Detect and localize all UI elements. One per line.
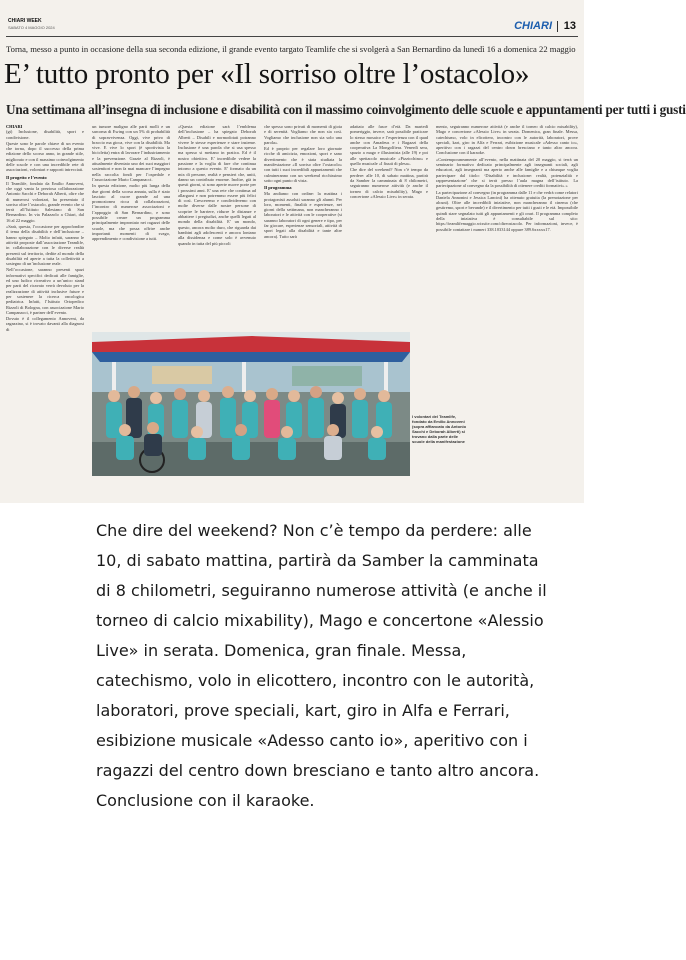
post-body-text: Che dire del weekend? Non c’è tempo da perdere: alle 10, di sabato mattina, partirà da Samber la camminata di 8 chilometri, seguiranno numerose attività (e anche il torneo di calcio mixability), Mago e concertone «Alessio Live» in serata. Domenica, gran finale. Messa, catechismo, volo in elicottero, incontro con le autorità, laboratori, prove speciali, kart, giro in Alfa e Ferrari, esibizione musicale «Adesso canto io», aperitivo con i ragazzi del centro down bresciano e tanto altro ancora. Conclusione con il karaoke. bbox=[96, 521, 547, 810]
header-divider bbox=[557, 21, 558, 32]
dateline-label: CHIARI bbox=[6, 124, 23, 129]
photo-caption: I volontari del Teamlife, fondato da Emilio Annoveni (sopra affiancato da Antonio Sacchi e Deborah Alberti) si trovano dalla parte delle scuole della manifestazione bbox=[412, 414, 467, 444]
article-column-2 bbox=[92, 124, 170, 328]
page-number: 13 bbox=[563, 20, 576, 32]
column-subheading: Il programma bbox=[264, 185, 292, 191]
column-paragraph: Ed è proprio per regalare loro giornate ricche di amicizia, emozioni, sport e sano divertimento che è stata studiata la manifestazione «Il sorriso oltre l’ostacolo» con tutti i suoi incredibili appuntamenti che culmineranno con un weekend ricchissimo sotto ogni punto di vista. bbox=[264, 146, 342, 183]
column-paragraph: Ma andiamo con ordine: la mattina i protagonisti assoluti saranno gli alunni. Per loro, momenti, finalità e esperienze, nei giorni della settimana, non mancheranno i laboratori e le attività con le cooperative (si saranno laboratori di ogni genere e tipo, per far giocare, esperienze sensoriali, attività di sport legati alla disabilità e tante altre ancora). Tutto sarà bbox=[264, 191, 342, 239]
column-paragraph: Queste sono le parole chiave di un evento che torna, dopo il successo della prima edizione dello scorso anno, in grande stile, migliorato e con il massimo coinvolgimento delle scuole e con una incredibile rete di associazioni, volontari e rapporti intrecciati. bbox=[6, 140, 84, 173]
section-name: CHIARI bbox=[514, 20, 552, 32]
article-column-1 bbox=[6, 124, 84, 500]
column-paragraph: Dovuto è il collegamento Annoveni, da ragazzino, si è trovato davanti alla diagnosi di bbox=[6, 316, 84, 332]
article-column-4 bbox=[264, 124, 342, 328]
column-paragraph: un tumore maligno alle parti molli e un sarcoma di Ewing con un 5% di probabilità di sopravvivenza. Oggi, vive privo di braccio ma gioca, vive con la disabilità. Ma vive. E vive lo sport (è sportivista la bicicletta) entra di lavorare l’industriamento e la prevenzione. Grazie al Rizzoli, è attualmente diventato uno dei suoi maggiori sostenitori e non fa mai mancare l’impegno nella raccolta fondi per l’ospedale e l’associazione Mario Campanacci. bbox=[92, 124, 170, 182]
article-headline: E’ tutto pronto per «Il sorriso oltre l’ostacolo» bbox=[4, 58, 530, 90]
column-paragraph: adattato alle fasce d’età. Da martedì pomeriggio, invece, sarà possibile praticare lo stesso mosaico e l’esperienza con il quad anche con Amadeus e i Ragazzi della cooperativa La Mongolfiera. Venerdì sera, spazio a mago e illusionista (alle 19) e poi alle spettacolo musicale «Pizzicchino» e quello musicale «I fiuuti di plesa». bbox=[350, 124, 428, 167]
column-paragraph: «Contemporaneamente all’evento, nella mattinata del 20 maggio, si terrà un seminario formativo dedicato principalmente agli insegnanti sociali, agli educatori, agli insegnanti ma aperto anche alle famiglie e a chiunque voglia partecipare dal titolo: ‘Disabilità e inclusione: realtà, potenzialità e rappresentazione’ che si terrà presso l’aula magna dell’istituto. La partecipazione al convegno da la possibilità di ottenere crediti formativi».» bbox=[436, 156, 578, 189]
article-column-3 bbox=[178, 124, 256, 328]
column-paragraph: Nell’occasione, saranno presenti spazi informativi specifici dedicati alle famiglie, ed uno ludico ricreativo a un’unico stand per parti del ricavato verrà devoluto per la realizzazione di attività inclusive future e per sostenere la ricerca oncologica pediatrica. Infatti, l’Istituto Ortopedico Rizzoli di Bologna, con associazione Mario Campanacci, è partner dell’evento. bbox=[6, 267, 84, 315]
page-header bbox=[6, 20, 578, 34]
header-rule bbox=[6, 36, 578, 37]
column-paragraph: In questa edizione, molto più lunga della due giorni della scorsa annata, sulla è stato lasciato al cuore grande ad una promozionea ricca di collaborazioni, l’incontro di numerose associazioni e l’appoggio di San Bernardino, e sono possibile creare un programma principalmente improntato nei ragazzi delle scuole, ma che possa offrire anche importanti momenti di svago, apprendimento e condivisione a tutti. bbox=[92, 183, 170, 242]
column-paragraph: mento, seguiranno numerose attività (e anche il torneo di calcio mixability), Mago e concertone «Alessio Live» in serata. Domenica, gran finale. Messa, catechismo, volo in elicottero, incontro con le autorità, laboratori, prove speciali, kart, giro in Alfa e Ferrari, esibizione musicale «Adesso canto io», aperitivo con i ragazzi del centro down bresciano e tanto altro ancora. Conclusione con il karaoke. bbox=[436, 124, 578, 156]
article-subheadline: Una settimana all’insegna di inclusione e disabilità con il massimo coinvolgimento delle scuole e appuntamenti per tutti i gusti bbox=[6, 102, 686, 117]
article-kicker: Torna, messo a punto in occasione della sua seconda edizione, il grande evento targato Teamlife che si svolgerà a San Bernardino da lunedì 16 a domenica 22 maggio bbox=[6, 44, 576, 54]
column-paragraph: che spesso sono privati di momenti di gioia e di serenità. Vogliamo che non sia così. Vogliamo che inclusione non sia solo una parola». bbox=[264, 124, 342, 145]
column-paragraph: «Questa edizione sarà l’emblema dell’inclusione – ha spiegato Deborah Alberti – Disabili e normodotati potranno vivere le stesse esperienze e stare insieme. Inclusione è una parola che si usa spesso ma spesso si mettano in pratica. Ed è il nostro obiettivo. E’ incredibile vedere la passione e la voglia di fare che continua intorno a questo evento. E’ formato da un mix di persone, realtà e pensieri che, uniti, danno un contributo enorme. Inoltre, già in questi giorni, si sono aperte nuove porte per i prossimi anni. E’ una rete che continua ad allargarsi e non potremmo essere più felici di così. Cresceremo e condivideremo con molte diverse dalle nostre persone di scoprire le barriere, ridurre le distanze e abbattere i pregiudizi, anche quelli legati al mondo della disabilità. E’ un mondo, questo, ancora molto duro, che riguarda dai bambini agli adolescenti e ancora lontano alla dissidenza e come solo è avvenuto quando in tutta del più piccoli bbox=[178, 124, 256, 246]
publication-name: CHIARI WEEK bbox=[8, 18, 42, 24]
group-photo bbox=[92, 332, 410, 476]
column-paragraph: (gt) Inclusione, disabilità, sport e condivisione. bbox=[6, 129, 84, 140]
column-paragraph: Che dire del weekend? Non c’è tempo da perdere: alle 10, di sabato mattina, partirà da Samber la camminata di 8 chilometri, seguiranno numerose attività (e anche il torneo di calcio mixability), Mago e concertone «Alessio Live» in serata. bbox=[350, 167, 428, 199]
column-subheading: Il progetto e l’evento bbox=[6, 174, 47, 180]
column-paragraph: «Sarà, questa, l’occasione per approfondire il tema della disabilità e dell’inclusione – hanno spiegato – Molto infatti, saranno le attività proposte dall’associazione Teamlife, in collaborazione con le diverse realtà presenti sul territorio, dedite al mondo della disabilità ed aperte a tutta la collettività a sostegno di un’inclusione reale. bbox=[6, 224, 84, 267]
group-photo-illustration bbox=[92, 332, 410, 476]
publication-date: SABATO 4 MAGGIO 2024 bbox=[8, 25, 55, 30]
column-paragraph: Il Teamlife, fondato da Emilio Annoveni, che oggi vanta la preziosa collaborazione Antonio Sacchi e Deborah Alberti, oltre che di numerosi volontari, ha presentato il sorriso oltre l’ostacolo, grande evento che si terrà all’Istituto Salesiano di San Bernardino. In via Palazzolo a Chiari, dal 16 al 22 maggio. bbox=[6, 180, 84, 223]
column-paragraph: La partecipazione al convegno (in programma dalle 11 e che vedrà come relatori Daniela Annonini e Jessica Lancini) ha ottenuto gratuita (la prenotazione per alcuni). Oltre alle incredibili iniziative, non mancheranno il cinema (che gestiremo, sport e bevande) e il divertimento per tutti i gusti e le età. Impossibile quindi stare segnalato tutti gli appuntamenti e gli orari. Il programma completo della iniziativa è consultabile sul sito: https://teamlifemaggio.wixsite.com/oltreostacolo. Per informazioni, invece, è possibile contattare i numeri 338.1033144 oppure 389.6xxxxx17. bbox=[436, 189, 578, 232]
